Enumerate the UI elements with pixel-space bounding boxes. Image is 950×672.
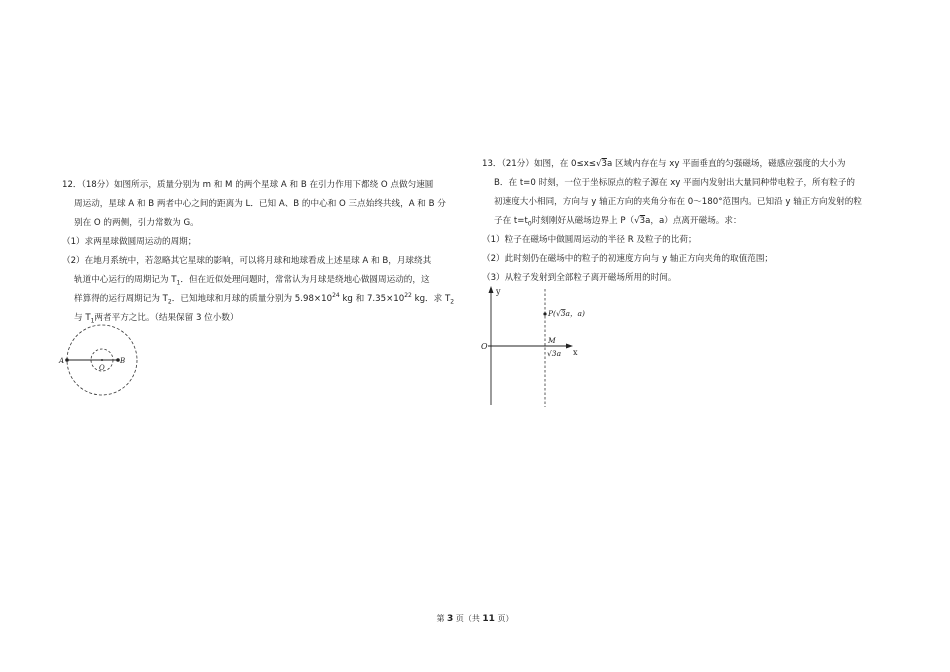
footer-text: 页） [494, 614, 514, 623]
q12-text: 样算得的运行周期记为 T [74, 294, 168, 304]
label-sqrt3a [547, 349, 561, 358]
q13-sqrt: 3 [601, 159, 607, 169]
q13-sqrt: 3 [639, 216, 646, 226]
q12-line-3: 别在 O 的两侧，引力常数为 G。 [74, 218, 199, 228]
q12-text: kg 和 7.35×10 [339, 294, 405, 304]
y-axis-arrow [489, 286, 494, 293]
q13-part-1: （1）粒子在磁场中做圆周运动的半径 R 及粒子的比荷； [482, 235, 697, 245]
q13-text: 时刻刚好从磁场边界上 P（ [531, 216, 635, 226]
q13-part-2: （2）此时刻仍在磁场中的粒子的初速度方向与 y 轴正方向夹角的取值范围； [482, 254, 774, 264]
label-origin: O [481, 342, 488, 351]
q12-superscript: 22 [404, 292, 412, 300]
page-footer [0, 613, 950, 624]
axis-sqrt: 3 [551, 349, 557, 358]
q12-text: ．已知地球和月球的质量分别为 5.98×10 [171, 294, 333, 304]
q12-line-1: 12．（18分）如图所示，质量分别为 m 和 M 的两个星球 A 和 B 在引力作用下都绕 O 点做匀速圆 [62, 180, 434, 190]
q13-figure [478, 285, 598, 410]
q13-line-4: 子在 $t=t_0$时刻刚好从磁场边界上 P（√3a，a）点离开磁场。求： [494, 216, 742, 228]
q12-subscript: 2 [450, 298, 455, 306]
q13-text: a，a）点离开磁场。求： [645, 216, 742, 226]
q12-text: 与 T [74, 313, 91, 323]
q12-subscript: 1 [90, 317, 95, 325]
q12-text: 轨道中心运行的周期记为 T [74, 275, 177, 285]
footer-text: 页（共 [453, 614, 483, 623]
q13-text: a 区域内存在与 xy 平面垂直的匀强磁场，磁感应强度的大小为 [606, 159, 846, 169]
q12-subscript: 1 [176, 279, 181, 287]
q12-subscript: 2 [167, 298, 172, 306]
point-p-dot [543, 312, 546, 315]
q12-part-2-line-2 [62, 271, 472, 290]
footer-text: 第 [436, 614, 448, 623]
q12-line-2: 周运动，星球 A 和 B 两者中心之间的距离为 L．已知 A、B 的中心和 O 三点始终共线，A 和 B 分 [74, 199, 446, 209]
x-axis-arrow [566, 344, 573, 349]
label-o: O [99, 364, 105, 372]
q13-part-3: （3）从粒子发射到全部粒子离开磁场所用的时间。 [482, 273, 677, 283]
footer-page-number: 3 [447, 614, 454, 624]
axis-a: a [556, 349, 562, 358]
q13-line-2: B．在 t=0 时刻，一位于坐标原点的粒子源在 xy 平面内发射出大量同种带电粒子，所有粒子的 [494, 178, 856, 188]
p-sqrt-sign: √ [555, 309, 561, 318]
q12-part-2-line-1: （2）在地月系统中，若忽略其它星球的影响，可以将月球和地球看成上述星球 A 和 B，月球绕其 [62, 256, 432, 266]
footer-total-pages: 11 [482, 614, 495, 624]
label-y: y [496, 287, 501, 296]
question-12 [62, 176, 472, 328]
p-prefix: P( [548, 309, 556, 318]
label-p [547, 309, 585, 318]
label-a: A [59, 357, 65, 365]
q13-line-3: 初速度大小相同，方向与 y 轴正方向的夹角分布在 0～180°范围内。已知沿 y 轴正方向发射的粒 [494, 197, 862, 207]
star-a-dot [65, 358, 69, 362]
p-sqrt: 3 [560, 309, 566, 318]
q13-text: 13．（21分）如图，在 0≤x≤ [482, 159, 597, 169]
q12-superscript: 24 [332, 292, 340, 300]
q13-subscript: 0 [527, 220, 532, 228]
q12-text: kg．求 T [411, 294, 451, 304]
q12-text: 两者平方之比。（结果保留 3 位小数） [94, 313, 239, 323]
q13-line-1: 13．（21分）如图，在 0≤x≤√3a 区域内存在与 xy 平面垂直的匀强磁场，磁感应强度的大小为 [482, 159, 846, 169]
center-o-dot [101, 359, 103, 361]
question-13 [482, 155, 902, 288]
q12-text: ．但在近似处理问题时，常常认为月球是绕地心做圆周运动的，这 [180, 275, 430, 285]
label-b: B [120, 357, 126, 365]
q13-text: 子在 t=t [494, 216, 528, 226]
q12-figure [58, 322, 148, 402]
label-m: M [548, 336, 556, 345]
p-suffix: a，a) [565, 309, 585, 318]
q12-part-1: （1）求两星球做圆周运动的周期； [62, 237, 197, 247]
axis-sqrt-sign: √ [547, 349, 552, 358]
label-x: x [573, 348, 578, 357]
q12-part-2-line-3 [62, 290, 472, 309]
